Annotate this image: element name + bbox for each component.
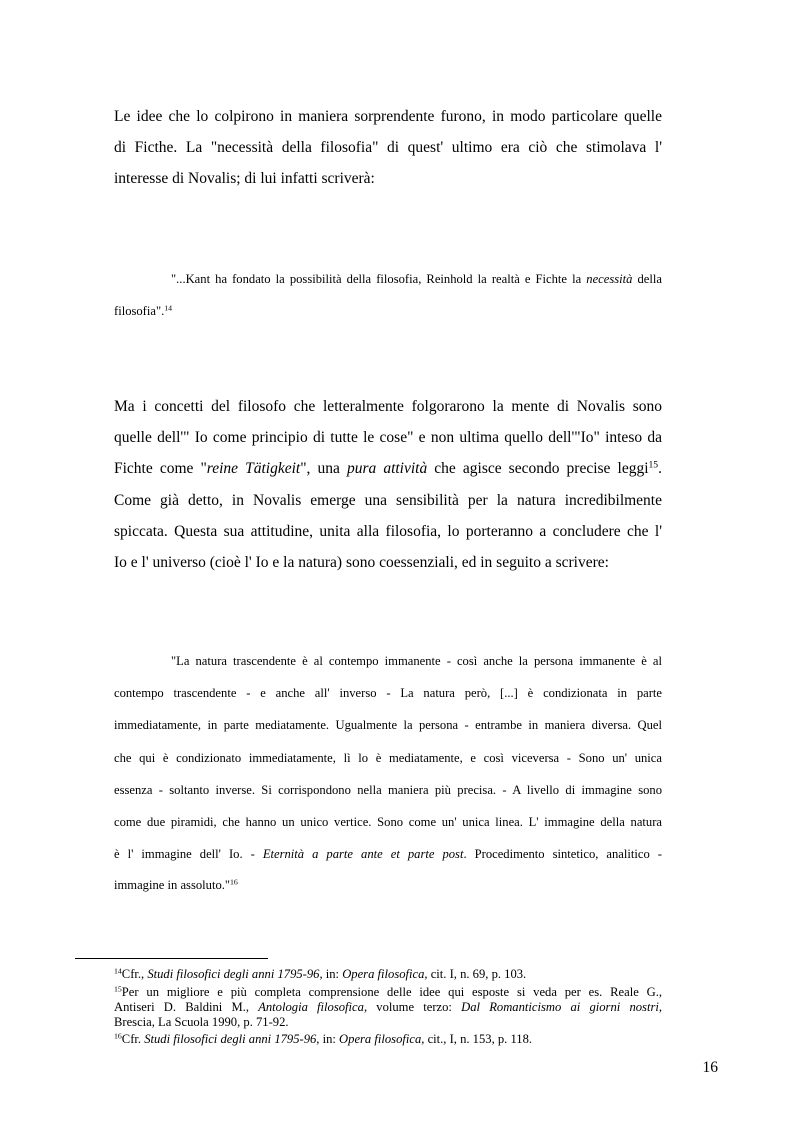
quote-2-line xyxy=(114,783,662,798)
footnote-ref: 16 xyxy=(230,877,238,887)
footnote-ref: 15 xyxy=(114,984,122,994)
text-run: in: xyxy=(322,967,343,981)
text-run: ", una xyxy=(300,460,347,477)
footnote-ref: 15 xyxy=(648,459,659,471)
quote-2-line xyxy=(114,654,662,669)
italic-text: Eternità a parte ante et parte post xyxy=(262,847,464,861)
text-run: come due piramidi, che hanno un unico vertice. Sono come un' unica linea. L' immagine della natura xyxy=(114,815,662,829)
quote-2-line xyxy=(114,878,662,893)
italic-text: pura attività xyxy=(346,460,428,477)
text-run: , cit., I, n. 153, p. 118. xyxy=(421,1032,533,1046)
text-run: , in: xyxy=(316,1032,340,1046)
paragraph-1-line xyxy=(114,139,662,157)
paragraph-1-line xyxy=(114,108,662,126)
text-run: che agisce secondo precise leggi xyxy=(427,460,649,477)
text-run: . Procedimento sintetico, analitico - xyxy=(463,847,662,861)
quote-2-line xyxy=(114,815,662,830)
text-run: essenza - soltanto inverse. Si corrispondono nella maniera più precisa. - A livello di immagine sono xyxy=(114,783,662,797)
italic-text: Opera filosofica xyxy=(339,1032,422,1046)
italic-text: Dal Romanticismo ai giorni nostri, xyxy=(461,1000,662,1014)
quote-2-line xyxy=(114,751,662,766)
italic-text: reine Tätigkeit xyxy=(206,460,301,477)
italic-text: Antologia filosofica xyxy=(258,1000,364,1014)
text-run: contempo trascendente - e anche all' inverso - La natura però, [...] è condizionata in parte xyxy=(114,686,662,700)
footnote-line xyxy=(114,1032,662,1047)
text-run: è l' immagine dell' Io. - xyxy=(114,847,263,861)
italic-text: necessità xyxy=(586,272,633,286)
text-run: Come già detto, in Novalis emerge una sensibilità per la natura incredibilmente xyxy=(114,492,662,509)
footnote-line xyxy=(114,1000,662,1015)
quote-2-line xyxy=(114,718,662,733)
text-run: Io e l' universo (cioè l' Io e la natura) sono coessenziali, ed in seguito a scrivere: xyxy=(114,554,609,571)
text-run: immagine in assoluto." xyxy=(114,878,231,892)
paragraph-2-line xyxy=(114,429,662,447)
text-run: Cfr. xyxy=(121,1032,145,1046)
italic-text: Studi filosofici degli anni 1795-96 xyxy=(144,1032,317,1046)
text-run: quelle dell'" Io come principio di tutte le cose" e non ultima quello dell'"Io" inteso da xyxy=(114,429,662,446)
text-run: Ma i concetti del filosofo che letteralmente folgorarono la mente di Novalis sono xyxy=(114,398,662,415)
quote-2-line xyxy=(114,686,662,701)
footnote-line xyxy=(114,985,662,1000)
page-number: 16 xyxy=(702,1059,718,1076)
text-run: che qui è condizionato immediatamente, lì lo è mediatamente, e così viceversa - Sono un' unica xyxy=(114,751,662,765)
footnote-ref: 14 xyxy=(114,966,122,976)
text-run: Antiseri D. Baldini M., xyxy=(114,1000,259,1014)
quote-1-line xyxy=(114,304,662,319)
text-run: . xyxy=(658,460,662,477)
italic-text: Opera filosofica, xyxy=(342,967,428,981)
text-run: Le idee che lo colpirono in maniera sorprendente furono, in modo particolare quelle xyxy=(114,108,662,125)
text-run: cit. I, n. 69, p. 103. xyxy=(427,967,527,981)
footnote-separator xyxy=(75,958,268,959)
text-run: "La natura trascendente è al contempo immanente - così anche la persona immanente è al xyxy=(171,654,662,668)
text-run: , volume terzo: xyxy=(363,1000,462,1014)
paragraph-2-line xyxy=(114,554,662,572)
text-run: spiccata. Questa sua attitudine, unita alla filosofia, lo porteranno a concludere che l' xyxy=(114,523,662,540)
italic-text: Studi filosofici degli anni 1795-96, xyxy=(147,967,323,981)
text-run: Brescia, La Scuola 1990, p. 71-92. xyxy=(114,1015,289,1029)
text-run: Per un migliore e più completa comprensione delle idee qui esposte si veda per es. Reale G., xyxy=(121,985,662,999)
paragraph-1-line xyxy=(114,170,662,188)
paragraph-2-line xyxy=(114,460,662,478)
text-run: della xyxy=(632,272,662,286)
footnote-line xyxy=(114,1015,662,1030)
paragraph-2-line xyxy=(114,523,662,541)
text-run: immediatamente, in parte mediatamente. Ugualmente la persona - entrambe in maniera diversa. Quel xyxy=(114,718,662,732)
text-run: "...Kant ha fondato la possibilità della filosofia, Reinhold la realtà e Fichte la xyxy=(171,272,587,286)
text-run: Cfr., xyxy=(121,967,148,981)
text-run: filosofia". xyxy=(114,304,165,318)
footnote-ref: 16 xyxy=(114,1031,122,1041)
text-run: di Ficthe. La "necessità della filosofia" di quest' ultimo era ciò che stimolava l' xyxy=(114,139,662,156)
text-run: Fichte come " xyxy=(114,460,207,477)
paragraph-2-line xyxy=(114,398,662,416)
text-run: interesse di Novalis; di lui infatti scriverà: xyxy=(114,170,375,187)
quote-1-line xyxy=(114,272,662,287)
paragraph-2-line xyxy=(114,492,662,510)
footnote-line xyxy=(114,967,662,982)
quote-2-line xyxy=(114,847,662,862)
footnote-ref: 14 xyxy=(164,303,173,313)
